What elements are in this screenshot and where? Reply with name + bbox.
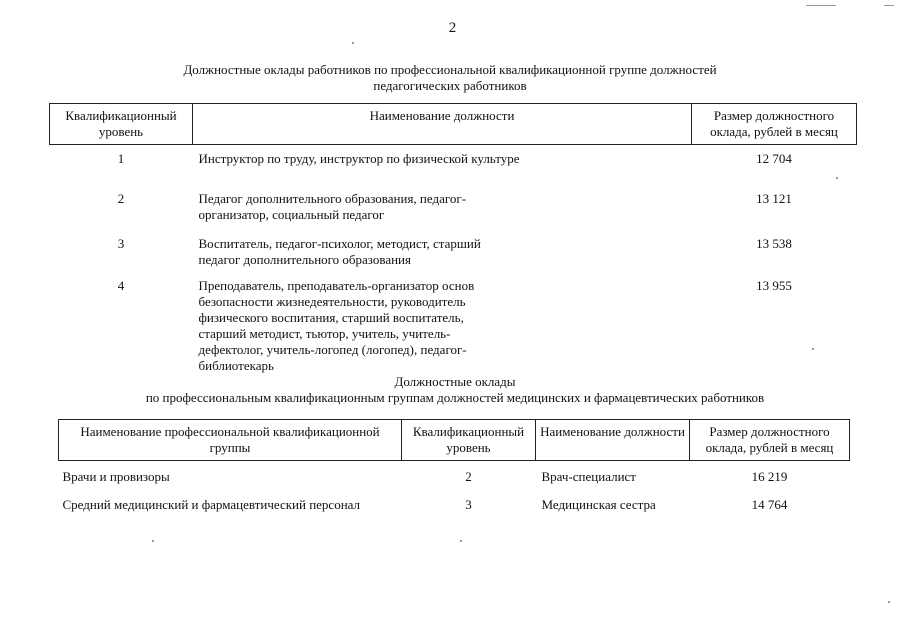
table-row xyxy=(59,461,850,489)
row-level: 3 xyxy=(465,496,472,512)
pedagogical-table-title xyxy=(100,62,800,94)
scan-artifact xyxy=(460,540,462,542)
row-group: Средний медицинский и фармацевтический персонал xyxy=(62,496,361,512)
scan-artifact xyxy=(884,5,894,6)
row-level: 4 xyxy=(117,277,125,293)
header-salary: Размер должностного оклада, рублей в месяц xyxy=(690,420,850,461)
table-row xyxy=(50,191,857,233)
table-row xyxy=(50,233,857,278)
medical-title-line1: Должностные оклады xyxy=(394,374,516,389)
header-salary: Размер должностного оклада, рублей в месяц xyxy=(692,104,857,145)
header-qualification-level: Квалификационный уровень xyxy=(50,104,193,145)
medical-title-line2: по профессиональным квалификационным группам должностей медицинских и фармацевтических работников xyxy=(145,390,765,405)
row-level: 1 xyxy=(117,151,125,166)
row-position: Воспитатель, педагог-психолог, методист, старший педагог дополнительного образования xyxy=(198,235,481,267)
row-position: Инструктор по труду, инструктор по физической культуре xyxy=(198,151,520,166)
row-level: 3 xyxy=(117,235,125,251)
header-position-name: Наименование должности xyxy=(193,104,692,145)
row-level: 2 xyxy=(465,469,472,484)
page-number: 2 xyxy=(448,20,457,36)
row-salary: 12 704 xyxy=(756,151,792,166)
row-position: Медицинская сестра xyxy=(541,496,656,512)
row-group: Врачи и провизоры xyxy=(62,469,170,484)
row-position: Педагог дополнительного образования, педагог-организатор, социальный педагог xyxy=(198,190,467,222)
header-qualification-level: Квалификационный уровень xyxy=(402,420,536,461)
table-row xyxy=(50,145,857,191)
scan-artifact xyxy=(888,601,890,603)
row-salary: 14 764 xyxy=(751,496,788,512)
table-row xyxy=(59,489,850,515)
scan-artifact xyxy=(152,540,154,542)
row-salary: 13 955 xyxy=(756,277,792,293)
medical-salary-table xyxy=(58,419,850,515)
scan-artifact xyxy=(836,177,838,179)
row-level: 2 xyxy=(117,190,125,206)
pedagogical-title-line1: Должностные оклады работников по профессиональной квалификационной группе должностей xyxy=(183,62,717,77)
row-salary: 16 219 xyxy=(751,469,788,484)
table-row xyxy=(50,278,857,374)
row-salary: 13 538 xyxy=(756,235,792,251)
header-professional-group: Наименование профессиональной квалификационной группы xyxy=(59,420,402,461)
scan-artifact xyxy=(352,42,354,44)
pedagogical-title-line2: педагогических работников xyxy=(373,78,527,93)
row-position: Преподаватель, преподаватель-организатор основ безопасности жизнедеятельности, руководитель физического воспитания, старший воспитатель, старший методист, тьютор, учитель, учитель-дефектолог, учитель-логопед (логопед), педагог-библиотекарь xyxy=(198,277,475,373)
header-position-name: Наименование должности xyxy=(536,420,690,461)
table-header-row xyxy=(50,104,857,145)
scan-artifact xyxy=(812,348,814,350)
medical-table-title xyxy=(60,374,850,406)
table-header-row xyxy=(59,420,850,461)
scan-artifact xyxy=(806,5,836,6)
row-salary: 13 121 xyxy=(756,190,792,206)
pedagogical-salary-table xyxy=(49,103,857,374)
row-position: Врач-специалист xyxy=(541,469,636,484)
